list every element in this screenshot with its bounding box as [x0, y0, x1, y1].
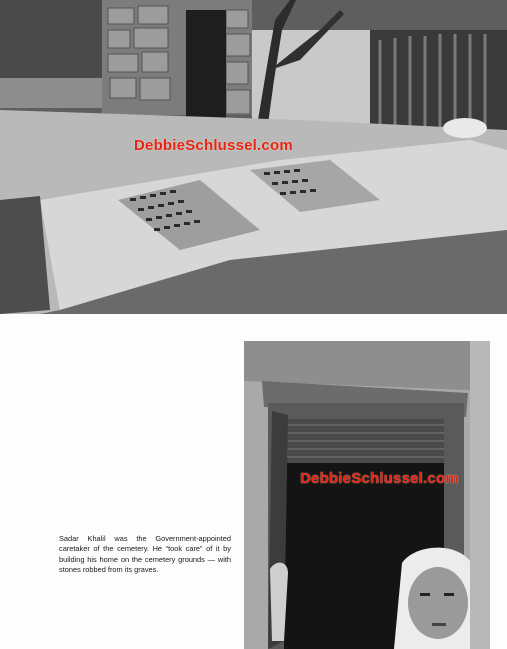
doorway-woman-photo	[244, 341, 490, 649]
watermark-door: DebbieSchlussel.com	[300, 470, 459, 487]
cemetery-courtyard-illustration	[0, 0, 507, 314]
cemetery-courtyard-photo	[0, 0, 507, 314]
doorway-woman-illustration	[244, 341, 490, 649]
photo-caption: Sadar Khalil was the Government-appointed caretaker of the cemetery. He “took care” of it by building his home on the cemetery grounds — with stones robbed from its graves.	[59, 534, 231, 575]
watermark-top: DebbieSchlussel.com	[134, 137, 293, 154]
